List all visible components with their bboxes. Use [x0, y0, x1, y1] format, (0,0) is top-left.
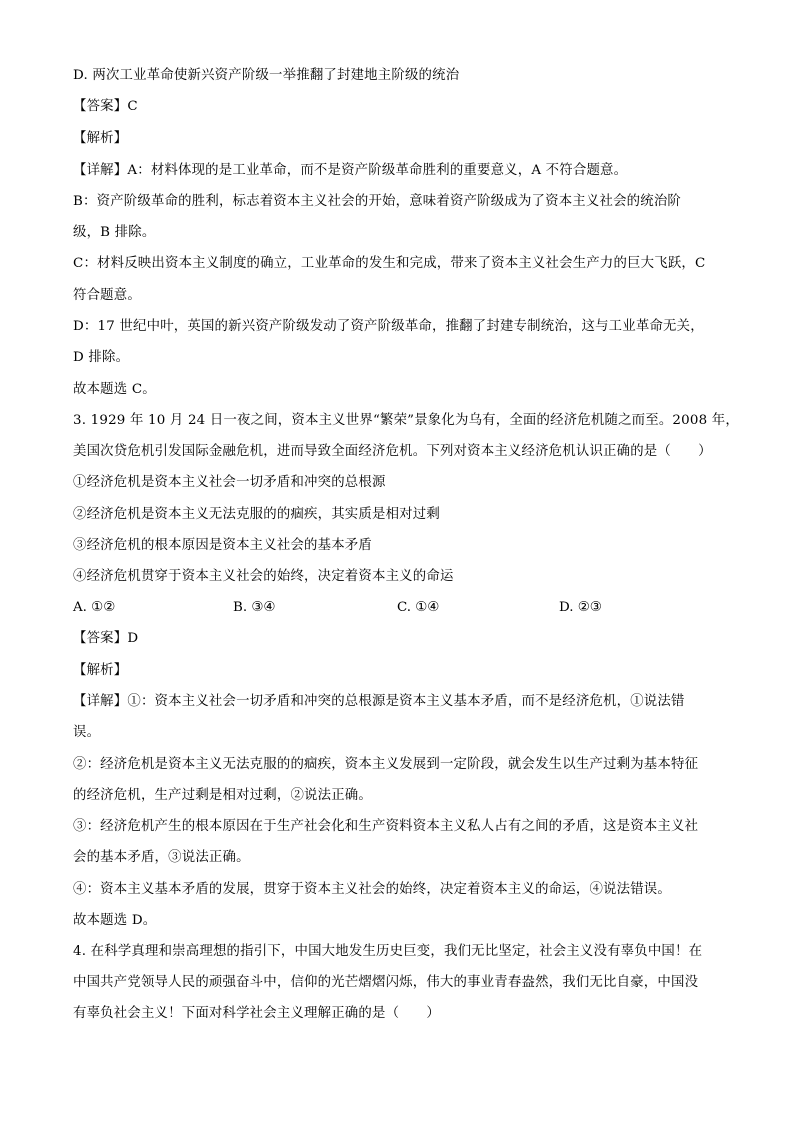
detail-paragraph: 误。: [73, 725, 101, 740]
question-stem: 美国次贷危机引发国际金融危机，进而导致全面经济危机。下列对资本主义经济危机认识正确的是（ ）: [73, 444, 712, 459]
choice-c: C. ①④: [397, 600, 440, 615]
question-stem: 4. 在科学真理和崇高理想的指引下，中国大地发生历史巨变，我们无比坚定，社会主义没有辜负中国！在: [73, 944, 703, 959]
conclusion-line: 故本题选 D。: [73, 913, 157, 928]
analysis-label: 【解析】: [73, 663, 128, 678]
answer-label: 【答案】C: [73, 99, 138, 114]
detail-paragraph: ②：经济危机是资本主义无法克服的的痼疾，资本主义发展到一定阶段，就会发生以生产过剩为基本特征: [73, 757, 699, 772]
statement-item: ③经济危机的根本原因是资本主义社会的基本矛盾: [73, 538, 372, 553]
conclusion-line: 故本题选 C。: [73, 382, 156, 397]
detail-paragraph: D 排除。: [73, 350, 130, 365]
choice-a: A. ①②: [73, 600, 116, 615]
detail-paragraph: 【详解】A：材料体现的是工业革命，而不是资产阶级革命胜利的重要意义，A 不符合题意。: [73, 163, 628, 178]
detail-paragraph: 级，B 排除。: [73, 225, 156, 240]
detail-paragraph: 【详解】①：资本主义社会一切矛盾和冲突的总根源是资本主义基本矛盾，而不是经济危机，①说法错: [73, 694, 685, 709]
detail-paragraph: C：材料反映出资本主义制度的确立，工业革命的发生和完成，带来了资本主义社会生产力的巨大飞跃，C: [73, 256, 706, 271]
detail-paragraph: 的经济危机，生产过剩是相对过剩，②说法正确。: [73, 788, 372, 803]
question-stem: 有辜负社会主义！下面对科学社会主义理解正确的是（ ）: [73, 1006, 440, 1021]
detail-paragraph: ③：经济危机产生的根本原因在于生产社会化和生产资料资本主义私人占有之间的矛盾，这是资本主义社: [73, 819, 699, 834]
choice-b: B. ③④: [233, 600, 276, 615]
question-stem: 中国共产党领导人民的顽强奋斗中，信仰的光芒熠熠闪烁，伟大的事业青春盎然，我们无比自豪，中国没: [73, 975, 699, 990]
detail-paragraph: ④：资本主义基本矛盾的发展，贯穿于资本主义社会的始终，决定着资本主义的命运，④说法错误。: [73, 882, 671, 897]
detail-paragraph: D：17 世纪中叶，英国的新兴资产阶级发动了资产阶级革命，推翻了封建专制统治，这与工业革命无关，: [73, 319, 704, 334]
detail-paragraph: 符合题意。: [73, 288, 141, 303]
question-stem: 3. 1929 年 10 月 24 日一夜之间，资本主义世界“繁荣”景象化为乌有，全面的经济危机随之而至。2008 年，: [73, 413, 739, 428]
statement-item: ②经济危机是资本主义无法克服的的痼疾，其实质是相对过剩: [73, 507, 440, 522]
detail-paragraph: 会的基本矛盾，③说法正确。: [73, 850, 250, 865]
statement-item: ①经济危机是资本主义社会一切矛盾和冲突的总根源: [73, 475, 386, 490]
option-d-text: D. 两次工业革命使新兴资产阶级一举推翻了封建地主阶级的统治: [73, 68, 460, 83]
choice-d: D. ②③: [559, 600, 602, 615]
statement-item: ④经济危机贯穿于资本主义社会的始终，决定着资本主义的命运: [73, 569, 454, 584]
detail-paragraph: B：资产阶级革命的胜利，标志着资本主义社会的开始，意味着资产阶级成为了资本主义社会的统治阶: [73, 194, 682, 209]
analysis-label: 【解析】: [73, 131, 128, 146]
answer-label: 【答案】D: [73, 631, 139, 646]
